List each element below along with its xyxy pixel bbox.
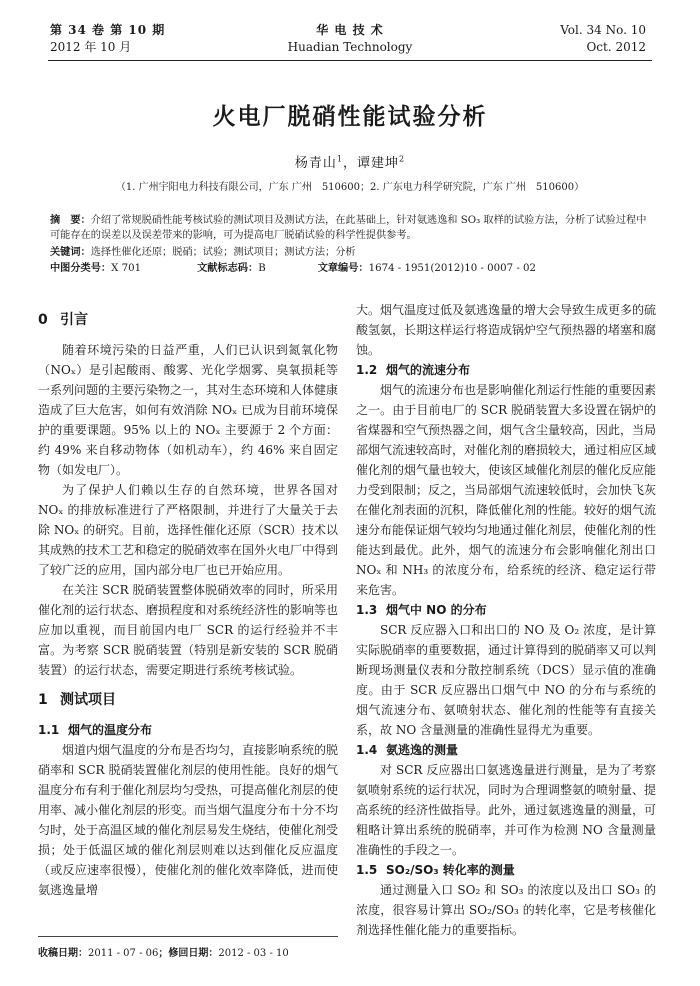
section-heading — [38, 690, 338, 710]
header-date-en: Oct. 2012 — [586, 40, 646, 54]
footnote-dates — [38, 944, 289, 959]
subsection-number: 1.1 — [38, 723, 60, 737]
section-title: 引言 — [60, 312, 88, 328]
header-date-cn: 2012 年 10 月 — [50, 40, 132, 54]
keywords — [50, 245, 650, 260]
affiliations: （1. 广州宇阳电力科技有限公司，广东 广州 510600；2. 广东电力科学研究院，广东 广州 510600） — [115, 182, 585, 193]
body-paragraph: 烟气的流速分布也是影响催化剂运行性能的重要因素之一。由于目前电厂的 SCR 脱硝装置大多设置在锅炉的省煤器和空气预热器之间，烟气含尘量较高，因此，当局部烟气流速较高时，对催化剂的磨损较大，通过相应区域催化剂的烟气量也较大，使该区域催化剂层的催化反应能力受到限制；反之，当局部烟气流速较低时，会加快飞灰在催化剂表面的沉积，降低催化剂的性能。较好的烟气流速分布能保证烟气较均匀地通过催化剂层，使催化剂的性能达到最优。此外，烟气的流速分布会影响催化剂出口 NOₓ 和 NH₃ 的浓度分布，给系统的经济、稳定运行带来危害。 — [356, 383, 657, 597]
body-paragraph: 对 SCR 反应器出口氨逃逸量进行测量，是为了考察氨喷射系统的运行状况，同时为合理调整氨的喷射量、提高系统的经济性做指导。此外，通过氨逃逸量的测量，可粗略计算出系统的脱硝率，并可作为检测 NO 含量测量准确性的手段之一。 — [356, 763, 657, 857]
subsection-title: 烟气中 NO 的分布 — [386, 603, 487, 617]
author-list — [0, 152, 700, 171]
author-separator: ， — [342, 156, 357, 171]
subsection-number: 1.5 — [356, 863, 378, 877]
received-label: 收稿日期： — [38, 948, 88, 959]
footnote-rule — [38, 936, 338, 937]
subsection-heading — [356, 360, 656, 380]
body-paragraph: 通过测量入口 SO₂ 和 SO₃ 的浓度以及出口 SO₃ 的浓度，很容易计算出 SO₂/SO₃ 的转化率，它是考核催化剂选择性催化能力的重要指标。 — [356, 883, 656, 937]
header-volume-issue: 第 34 卷 第 10 期 — [50, 23, 166, 37]
left-column — [38, 300, 338, 900]
abstract-text: 介绍了常规脱硝性能考核试验的测试项目及测试方法，在此基础上，针对氨逃逸和 SO₃ 取样的试验方法，分析了试验过程中可能存在的误差以及误差带来的影响，可为提高电厂脱硝试验的科学性提供参考。 — [50, 215, 647, 241]
subsection-heading — [356, 600, 656, 620]
affiliation-marker: 1 — [336, 154, 343, 164]
subsection-title: 氨逃逸的测量 — [386, 743, 459, 757]
subsection-heading — [356, 860, 656, 880]
body-paragraph: SCR 反应器入口和出口的 NO 及 O₂ 浓度，是计算实际脱硝率的重要数据，通过计算得到的脱硝率又可以判断现场测量仪表和分散控制系统（DCS）显示值的准确度。由于 SCR 反应器出口烟气中 NO 的分布与系统的烟气流速分布、氨喷射状态、催化剂的性能等有直接关系，故 NO 含量测量的准确性显得尤为重要。 — [356, 623, 657, 737]
doc-code-label: 文献标志码： — [197, 263, 259, 274]
classification-line — [50, 261, 650, 276]
received-date: 2011 - 07 - 06 — [88, 948, 159, 959]
abstract — [50, 213, 650, 243]
clc-label: 中图分类号： — [50, 263, 112, 274]
header-journal-cn: 华 电 技 术 — [316, 23, 384, 37]
keywords-label: 关键词： — [50, 247, 91, 258]
subsection-title: 烟气的流速分布 — [386, 363, 471, 377]
abstract-label: 摘 要： — [50, 215, 91, 226]
header-vol-no: Vol. 34 No. 10 — [560, 23, 646, 37]
section-heading — [38, 310, 338, 330]
header-rule — [48, 60, 652, 61]
subsection-number: 1.3 — [356, 603, 378, 617]
body-paragraph: 随着环境污染的日益严重，人们已认识到氮氧化物（NOₓ）是引起酸雨、酸雾、光化学烟雾、臭氧损耗等一系列问题的主要污染物之一，其对生态环境和人体健康造成了巨大危害，如何有效消除 NOₓ 已成为目前环境保护的重要课题。95% 以上的 NOₓ 主要源于 2 个方面：约 49% 来自移动物体（如机动车），约 46% 来自固定物（如发电厂）。 — [38, 343, 339, 477]
body-paragraph: 大。烟气温度过低及氨逃逸量的增大会导致生成更多的硫酸氢氨，长期这样运行将造成锅炉空气预热器的堵塞和腐蚀。 — [356, 303, 657, 357]
clc-value: X 701 — [111, 263, 142, 274]
section-number: 1 — [38, 692, 48, 708]
subsection-number: 1.2 — [356, 363, 378, 377]
subsection-heading — [38, 720, 338, 740]
author-name: 谭建坤 — [357, 156, 400, 171]
header-journal-en: Huadian Technology — [287, 40, 413, 54]
doc-code-value: B — [258, 263, 266, 274]
subsection-number: 1.4 — [356, 743, 378, 757]
body-paragraph: 为了保护人们赖以生存的自然环境，世界各国对 NOₓ 的排放标准进行了严格限制，并进行了大量关于去除 NOₓ 的研究。目前，选择性催化还原（SCR）技术以其成熟的技术工艺和稳定的脱硝效率在国外火电厂中得到了较广泛的应用，国内部分电厂也已开始应用。 — [38, 483, 339, 577]
author-name: 杨青山 — [294, 156, 337, 171]
body-paragraph: 在关注 SCR 脱硝装置整体脱硝效率的同时，所采用催化剂的运行状态、磨损程度和对系统经济性的影响等也应加以重视，而目前国内电厂 SCR 的运行经验并不丰富。为考察 SCR 脱硝装置（特别是新安装的 SCR 脱硝装置）的运行状态，需要定期进行系统考核试验。 — [38, 583, 339, 677]
article-number-label: 文章编号： — [317, 263, 369, 274]
subsection-title: 烟气的温度分布 — [68, 723, 153, 737]
subsection-heading — [356, 740, 656, 760]
article-number-value: 1674 - 1951(2012)10 - 0007 - 02 — [368, 263, 536, 274]
section-number: 0 — [38, 312, 48, 328]
body-paragraph: 烟道内烟气温度的分布是否均匀，直接影响系统的脱硝率和 SCR 脱硝装置催化剂层的使用性能。良好的烟气温度分布有利于催化剂层均匀受热，可提高催化剂层的使用率、减小催化剂层的形变。而当烟气温度分布十分不均匀时，处于高温区域的催化剂层易发生烧结，使催化剂受损；处于低温区域的催化剂层则难以达到催化反应温度（或反应速率很慢），使催化剂的催化效率降低，进而使氨逃逸量增 — [38, 743, 339, 897]
section-title: 测试项目 — [60, 692, 116, 708]
header-volume-info-en — [560, 22, 646, 56]
revised-label: ；修回日期： — [158, 948, 219, 959]
revised-date: 2012 - 03 - 10 — [218, 948, 289, 959]
affiliation-marker: 2 — [399, 154, 406, 164]
subsection-title: SO₂/SO₃ 转化率的测量 — [386, 863, 515, 877]
keywords-text: 选择性催化还原；脱硝；试验；测试项目；测试方法；分析 — [90, 247, 356, 258]
article-title: 火电厂脱硝性能试验分析 — [212, 104, 488, 130]
right-column — [356, 300, 656, 940]
